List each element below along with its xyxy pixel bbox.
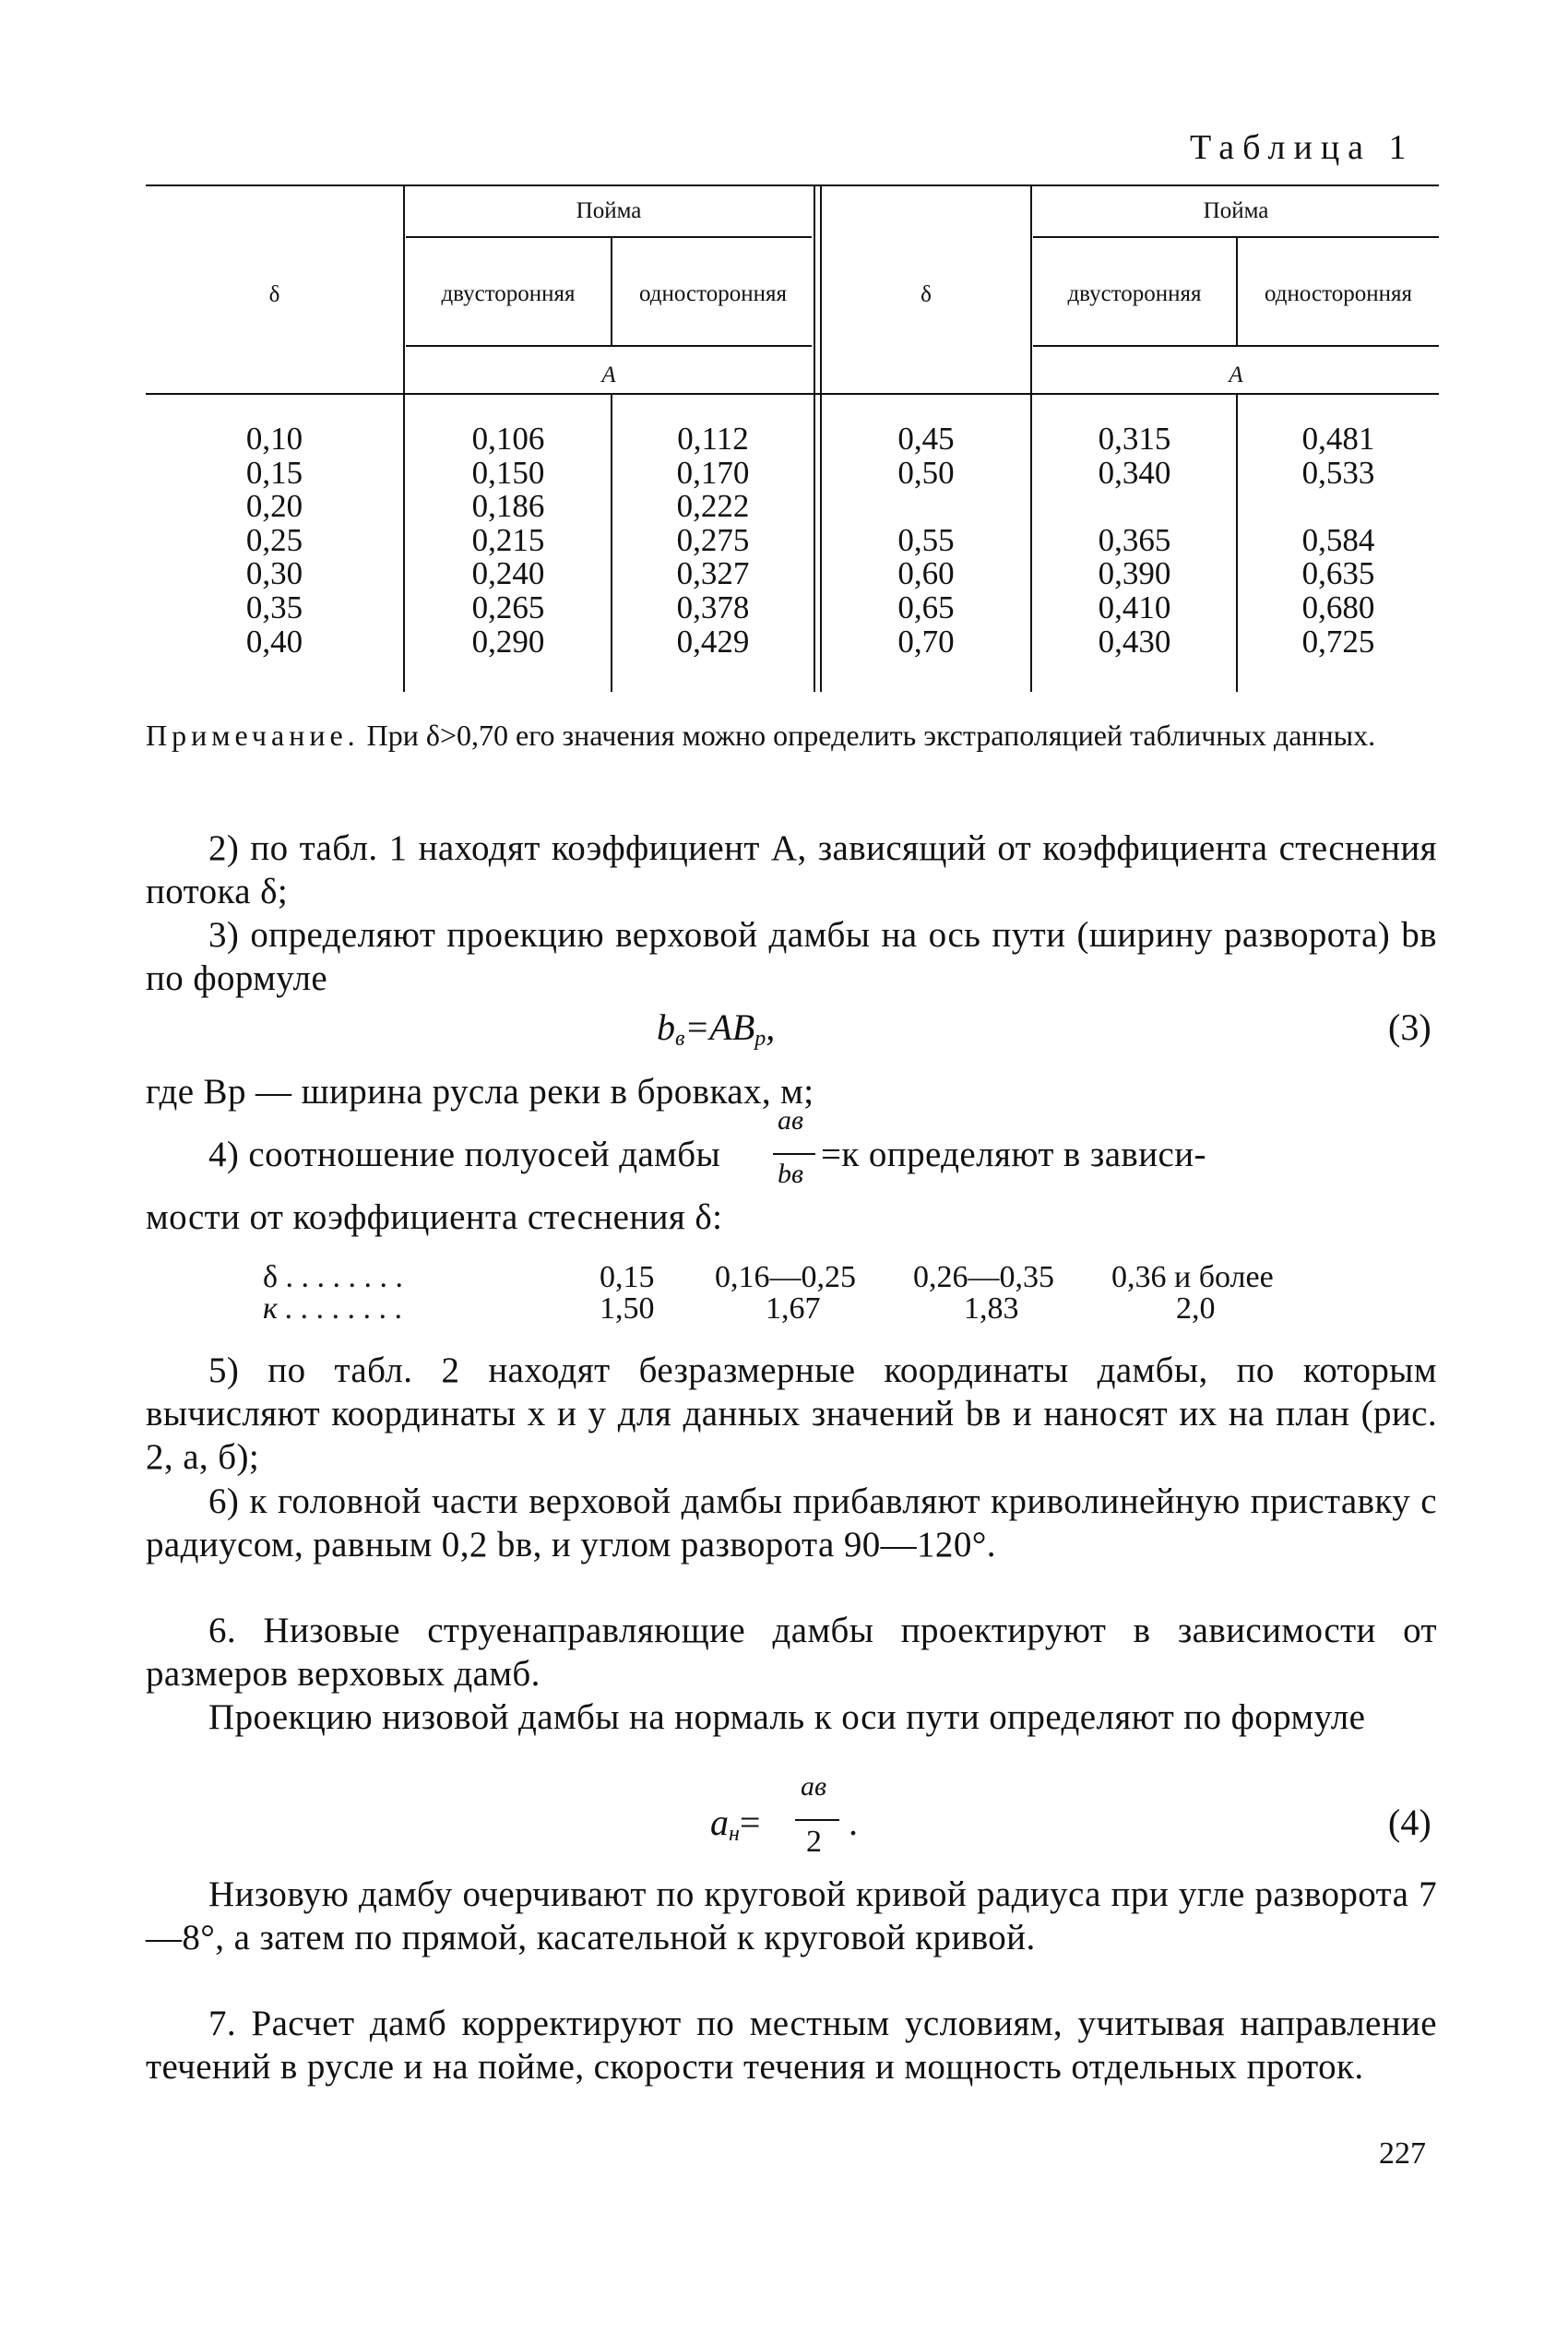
where-line: где Bр — ширина русла реки в бровках, м; xyxy=(146,1072,814,1112)
formula-4-lhs-sub: н xyxy=(729,1822,740,1846)
k-table-row-2-value-4: 2,0 xyxy=(1176,1291,1216,1326)
col-one-sided-left: 0,112 0,170 0,222 0,275 0,327 0,378 0,429 xyxy=(676,421,750,660)
col-delta-left: 0,10 0,15 0,20 0,25 0,30 0,35 0,40 xyxy=(245,421,303,660)
paragraph-3: 3) определяют проекцию верховой дамбы на ось пути (ширину разворота) bв по формуле xyxy=(146,915,1437,998)
header-delta-left: δ xyxy=(268,282,280,307)
paragraph-6: 6) к головной части верховой дамбы прибавляют криволинейную приставку с радиусом, равным 0,2 bв, и углом разворота 90—120°. xyxy=(146,1481,1437,1565)
table-top-rule xyxy=(146,184,1439,186)
header-delta-right: δ xyxy=(921,282,932,307)
header-floodplain-right: Пойма xyxy=(1203,198,1269,223)
col-one-sided-right: 0,481 0,533 0,584 0,635 0,680 0,725 xyxy=(1301,421,1375,660)
equation-number-4: (4) xyxy=(1388,1802,1431,1843)
note-label: Примечание. xyxy=(146,719,360,752)
k-table-row-1-label: δ . . . . . . . . xyxy=(263,1260,404,1294)
vline-left-delta xyxy=(403,186,405,692)
k-table-row-1-value-2: 0,16—0,25 xyxy=(715,1260,856,1294)
paragraph-4-before: 4) соотношение полуосей дамбы xyxy=(208,1135,721,1174)
header-two-sided-left: двусторонняя xyxy=(441,281,576,306)
col-two-sided-right: 0,315 0,340 0,365 0,390 0,410 0,430 xyxy=(1098,421,1171,660)
note-text: При δ>0,70 его значения можно определить экстраполяцией табличных данных. xyxy=(366,719,1376,752)
paragraph-2: 2) по табл. 1 находят коэффициент А, зависящий от коэффициента стеснения потока δ; xyxy=(146,828,1437,911)
k-table-row-2-value-3: 1,83 xyxy=(964,1291,1019,1326)
header-a-right: А xyxy=(1229,363,1243,387)
right-a-rule xyxy=(1033,345,1439,347)
vline-right-delta xyxy=(1030,186,1032,692)
paragraph-4-after: =к определяют в зависи- xyxy=(821,1135,1206,1174)
k-table-row-2-value-2: 1,67 xyxy=(766,1291,821,1326)
formula-4-tail: . xyxy=(849,1802,858,1843)
formula-3 xyxy=(657,1005,775,1052)
page-number: 227 xyxy=(1379,2136,1426,2171)
header-one-sided-right: односторонняя xyxy=(1265,281,1412,306)
left-floodplain-rule xyxy=(406,236,812,238)
formula-3-rhs-sub: р xyxy=(754,1027,766,1051)
equation-number-3: (3) xyxy=(1388,1006,1431,1048)
paragraph-5: 5) по табл. 2 находят безразмерные координаты дамбы, по которым вычисляют координаты x и y для данных значений bв и наносят их на план (рис. 2, а, б); xyxy=(146,1350,1437,1477)
formula-4-eq: = xyxy=(739,1802,761,1843)
k-table-row-1-value-1: 0,15 xyxy=(600,1260,655,1294)
formula-4-fraction-bar xyxy=(795,1819,839,1821)
table-note xyxy=(146,718,1437,753)
left-a-rule xyxy=(406,345,812,347)
para4-fraction-denominator: bв xyxy=(778,1159,804,1189)
table-caption: Таблица 1 xyxy=(1190,128,1415,167)
formula-4-numerator: aв xyxy=(801,1771,827,1802)
formula-4-lhs-group xyxy=(710,1801,760,1847)
header-one-sided-left: односторонняя xyxy=(639,281,787,306)
table-header-rule xyxy=(146,393,1439,395)
formula-3-rhs: =AB xyxy=(684,1006,755,1048)
paragraph-4-line2: мости от коэффициента стеснения δ: xyxy=(146,1197,723,1237)
vline-double-a xyxy=(814,186,815,692)
para4-fraction-numerator: aв xyxy=(778,1105,804,1136)
header-a-left: А xyxy=(601,363,616,387)
paragraph-10: 7. Расчет дамб корректируют по местным условиям, учитывая направление течений в русле и на пойме, скорости течения и мощность отдельных проток. xyxy=(146,2004,1437,2087)
formula-3-tail: , xyxy=(766,1006,776,1048)
k-table-row-2-value-1: 1,50 xyxy=(600,1291,655,1326)
k-table-row-2-label: к . . . . . . . . xyxy=(263,1291,403,1326)
col-two-sided-left: 0,106 0,150 0,186 0,215 0,240 0,265 0,290 xyxy=(471,421,545,660)
k-table-row-1-value-4: 0,36 и более xyxy=(1111,1260,1274,1294)
paragraph-7: 6. Низовые струенаправляющие дамбы проектируют в зависимости от размеров верховых дамб. xyxy=(146,1611,1437,1694)
col-delta-right: 0,45 0,50 0,55 0,60 0,65 0,70 xyxy=(897,421,955,660)
paragraph-8: Проекцию низовой дамбы на нормаль к оси пути определяют по формуле xyxy=(208,1697,1366,1737)
paragraph-9: Низовую дамбу очерчивают по круговой кривой радиуса при угле разворота 7—8°, а затем по прямой, касательной к круговой кривой. xyxy=(146,1874,1437,1957)
para4-fraction-bar xyxy=(773,1153,815,1155)
formula-4-lhs: a xyxy=(710,1802,729,1843)
k-table-row-1-value-3: 0,26—0,35 xyxy=(913,1260,1054,1294)
formula-4-denominator: 2 xyxy=(806,1825,822,1859)
header-two-sided-right: двусторонняя xyxy=(1067,281,1202,306)
header-floodplain-left: Пойма xyxy=(576,198,642,223)
formula-3-lhs: b xyxy=(657,1006,675,1048)
formula-3-lhs-sub: в xyxy=(675,1027,685,1051)
